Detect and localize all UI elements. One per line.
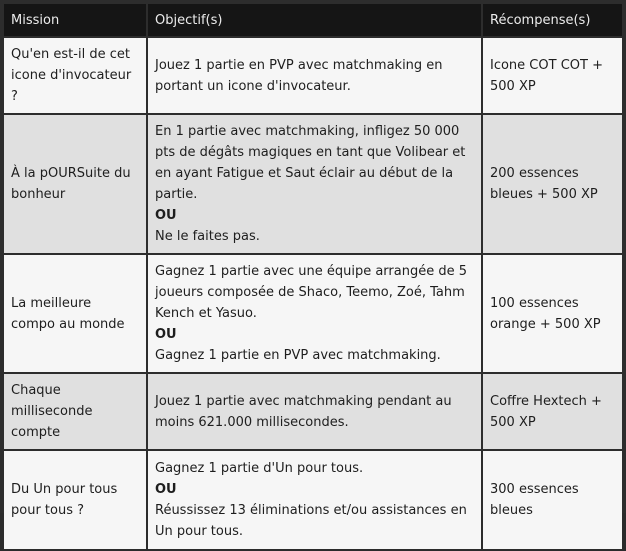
mission-cell: Qu'en est-il de cet icone d'invocateur ? bbox=[4, 38, 146, 113]
objectif-text: Jouez 1 partie avec matchmaking pendant au moins 621.000 millisecondes. bbox=[155, 393, 452, 430]
table-row bbox=[4, 374, 622, 449]
objectif-text: Gagnez 1 partie d'Un pour tous. bbox=[155, 461, 364, 476]
table-row bbox=[4, 38, 622, 113]
recompense-cell: 100 essences orange + 500 XP bbox=[483, 255, 622, 372]
or-separator: OU bbox=[155, 482, 177, 497]
objectif-text: Ne le faites pas. bbox=[155, 229, 260, 244]
table-row bbox=[4, 255, 622, 372]
objectif-cell bbox=[148, 115, 481, 253]
or-separator: OU bbox=[155, 208, 177, 223]
objectif-cell bbox=[148, 451, 481, 549]
recompense-cell: 300 essences bleues bbox=[483, 451, 622, 549]
missions-table bbox=[2, 2, 624, 551]
mission-cell: À la pOURSuite du bonheur bbox=[4, 115, 146, 253]
mission-cell: Du Un pour tous pour tous ? bbox=[4, 451, 146, 549]
table-row bbox=[4, 115, 622, 253]
table-header-row bbox=[4, 4, 622, 36]
or-separator: OU bbox=[155, 327, 177, 342]
header-recompense: Récompense(s) bbox=[483, 4, 622, 36]
recompense-cell: Coffre Hextech + 500 XP bbox=[483, 374, 622, 449]
objectif-text: Réussissez 13 éliminations et/ou assistances en Un pour tous. bbox=[155, 503, 467, 539]
objectif-text: En 1 partie avec matchmaking, infligez 50 000 pts de dégâts magiques en tant que Volibear et en ayant Fatigue et Saut éclair au début de la partie. bbox=[155, 124, 466, 202]
objectif-text: Jouez 1 partie en PVP avec matchmaking en portant un icone d'invocateur. bbox=[155, 57, 443, 94]
recompense-cell: Icone COT COT + 500 XP bbox=[483, 38, 622, 113]
objectif-cell bbox=[148, 38, 481, 113]
header-objectif: Objectif(s) bbox=[148, 4, 481, 36]
header-mission: Mission bbox=[4, 4, 146, 36]
recompense-cell: 200 essences bleues + 500 XP bbox=[483, 115, 622, 253]
objectif-cell bbox=[148, 255, 481, 372]
objectif-text: Gagnez 1 partie avec une équipe arrangée de 5 joueurs composée de Shaco, Teemo, Zoé, Tahm Kench et Yasuo. bbox=[155, 264, 467, 321]
mission-cell: Chaque milliseconde compte bbox=[4, 374, 146, 449]
mission-cell: La meilleure compo au monde bbox=[4, 255, 146, 372]
objectif-text: Gagnez 1 partie en PVP avec matchmaking. bbox=[155, 348, 441, 363]
table-row bbox=[4, 451, 622, 549]
objectif-cell bbox=[148, 374, 481, 449]
